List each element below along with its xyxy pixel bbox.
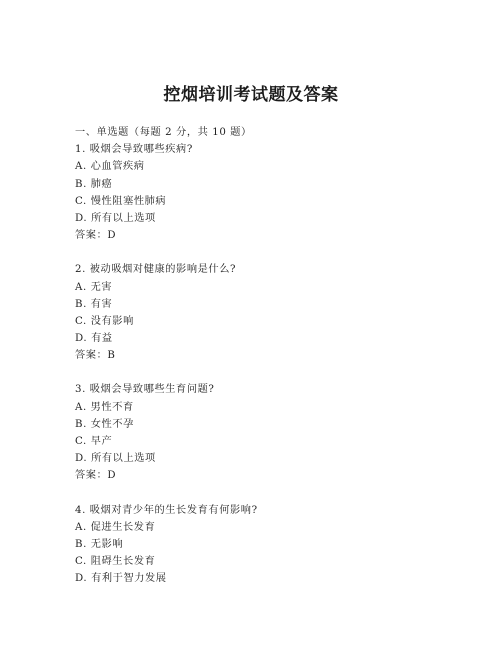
option-a: A. 促进生长发育 xyxy=(75,521,156,533)
question-text: 3. 吸烟会导致哪些生育问题? xyxy=(75,384,215,396)
option-b: B. 无影响 xyxy=(75,538,124,550)
option-c: C. 早产 xyxy=(75,436,113,447)
question-block xyxy=(75,502,455,588)
option-b: B. 肺癌 xyxy=(75,178,113,190)
question-block xyxy=(75,261,455,364)
option-d: D. 有利于智力发展 xyxy=(75,573,167,585)
option-c: C. 没有影响 xyxy=(75,315,134,327)
option-b: B. 女性不孕 xyxy=(75,418,134,430)
section-heading: 一、单选题（每题 2 分，共 10 题） xyxy=(75,127,252,138)
option-c: C. 阻碍生长发育 xyxy=(75,556,156,568)
option-a: A. 无害 xyxy=(75,281,113,293)
question-text: 4. 吸烟对青少年的生长发育有何影响? xyxy=(75,504,258,516)
option-a: A. 男性不育 xyxy=(75,401,134,413)
spacer xyxy=(75,364,455,381)
answer-text: 答案：B xyxy=(75,350,116,362)
option-c: C. 慢性阻塞性肺病 xyxy=(75,195,167,207)
question-text: 2. 被动吸烟对健康的影响是什么? xyxy=(75,264,237,276)
option-b: B. 有害 xyxy=(75,298,113,310)
answer-text: 答案：D xyxy=(75,230,117,242)
answer-text: 答案：D xyxy=(75,470,117,482)
question-text: 1. 吸烟会导致哪些疾病? xyxy=(75,144,193,156)
spacer xyxy=(75,485,455,502)
document-body xyxy=(75,124,455,588)
option-a: A. 心血管疾病 xyxy=(75,161,145,173)
question-block xyxy=(75,141,455,244)
document-title: 控烟培训考试题及答案 xyxy=(163,85,339,105)
option-d: D. 所有以上选项 xyxy=(75,453,156,465)
option-d: D. 有益 xyxy=(75,333,113,345)
question-block xyxy=(75,381,455,484)
spacer xyxy=(75,244,455,261)
option-d: D. 所有以上选项 xyxy=(75,212,156,224)
